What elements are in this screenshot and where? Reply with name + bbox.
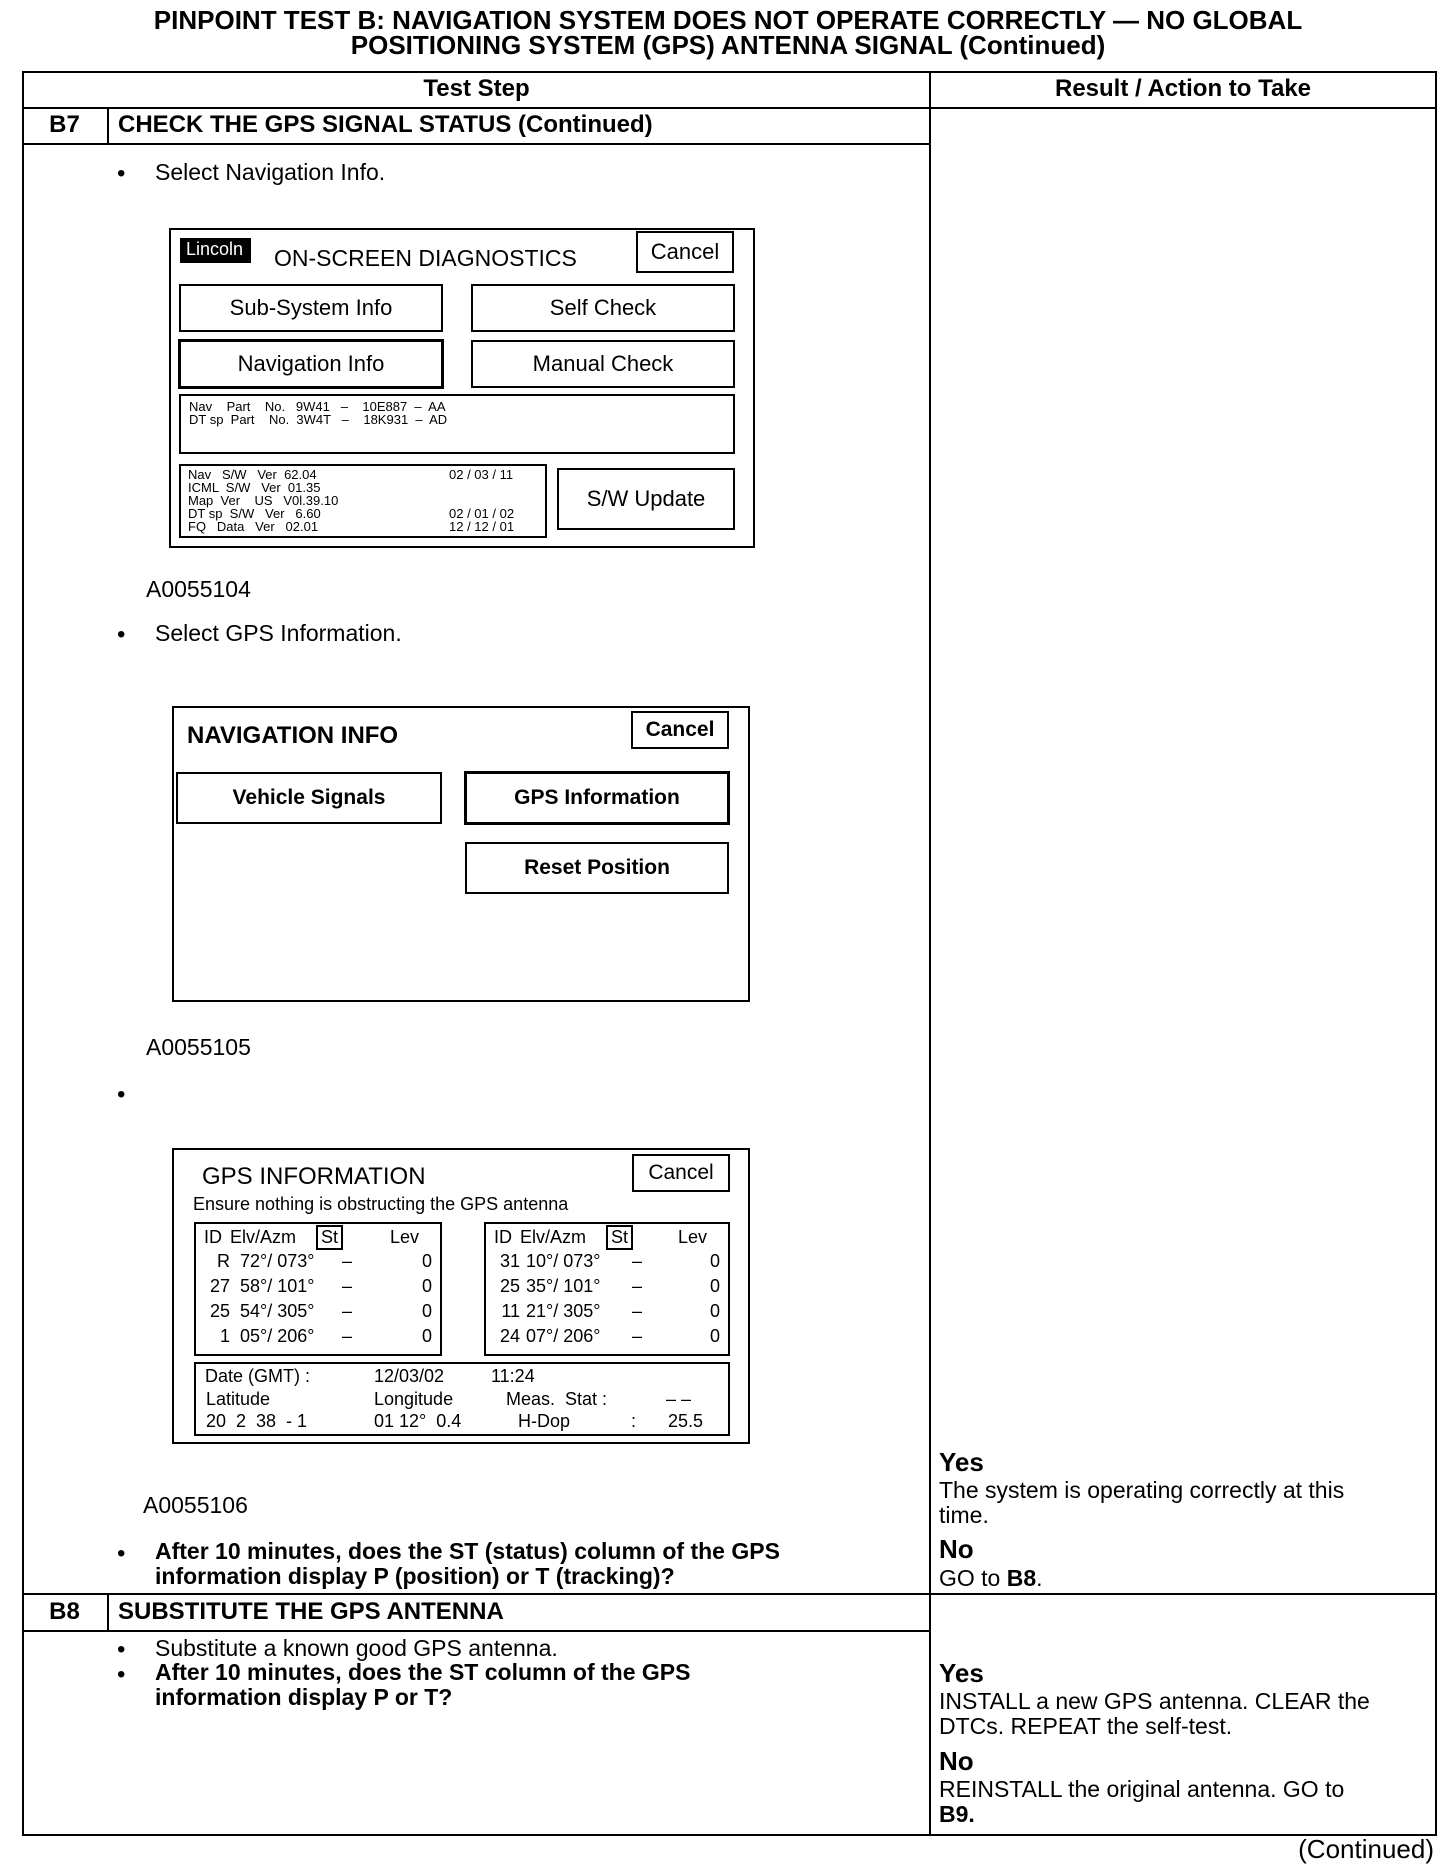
sat-header-lev: Lev — [678, 1227, 708, 1247]
b8-result-yes — [939, 1658, 1370, 1739]
sw-update-button[interactable]: S/W Update — [557, 468, 735, 530]
sat-row — [486, 1326, 728, 1351]
gps-antenna-note: Ensure nothing is obstructing the GPS antenna — [193, 1194, 569, 1214]
meas-stat-value: – – — [666, 1389, 692, 1409]
b8-yes-line2: DTCs. REPEAT the self-test. — [939, 1713, 1233, 1739]
software-version-panel — [179, 464, 547, 538]
sat-status: – — [632, 1276, 643, 1296]
b8-question-line1: After 10 minutes, does the ST column of the GPS — [155, 1659, 691, 1685]
sat-header-elv: Elv/Azm — [520, 1227, 587, 1247]
manual-check-button[interactable]: Manual Check — [471, 340, 735, 388]
meas-stat-label: Meas. Stat : — [506, 1389, 608, 1409]
osd-cancel-button[interactable]: Cancel — [636, 231, 734, 273]
b7-yes-action — [939, 1478, 1344, 1528]
link-b9[interactable]: B9 — [939, 1801, 969, 1827]
sat-elv-azm: 72°/ 073° — [240, 1251, 315, 1271]
navigation-info-screen — [172, 706, 750, 1002]
navinfo-cancel-button[interactable]: Cancel — [631, 711, 729, 749]
b8-question — [155, 1660, 690, 1710]
onscreen-diagnostics-screen — [169, 228, 755, 548]
b7-step-select-gps-info: Select GPS Information. — [155, 620, 402, 646]
sat-level: 0 — [709, 1251, 720, 1271]
b7-step-select-nav-info: Select Navigation Info. — [155, 159, 386, 185]
nav-sw-date: 02 / 03 / 11 — [449, 467, 514, 482]
sat-header-elv: Elv/Azm — [230, 1227, 297, 1247]
b8-step-substitute: Substitute a known good GPS antenna. — [155, 1635, 558, 1661]
sat-status: – — [342, 1276, 353, 1296]
sat-status: – — [632, 1301, 643, 1321]
step-title-b7: CHECK THE GPS SIGNAL STATUS (Continued) — [118, 111, 653, 138]
bullet-dot: • — [117, 1081, 126, 1108]
part-number-panel — [179, 394, 735, 454]
date-gmt-value: 12/03/02 — [374, 1366, 445, 1386]
sat-header-st: St — [606, 1225, 633, 1250]
sat-elv-azm: 54°/ 305° — [240, 1301, 315, 1321]
dtsp-sw-version: DT sp S/W Ver 6.60 — [188, 506, 321, 521]
no-label: No — [939, 1534, 974, 1564]
sat-elv-azm: 10°/ 073° — [526, 1251, 601, 1271]
icml-sw-version: ICML S/W Ver 01.35 — [188, 480, 321, 495]
dtsp-sw-date: 02 / 01 / 02 — [449, 506, 515, 521]
b7-no-action — [939, 1565, 1043, 1592]
satellite-table-left — [194, 1222, 442, 1356]
sat-header-st: St — [316, 1225, 343, 1250]
sat-id: R — [217, 1251, 230, 1271]
nav-sw-version: Nav S/W Ver 62.04 — [188, 467, 317, 482]
navinfo-title: NAVIGATION INFO — [187, 722, 399, 749]
vehicle-signals-button[interactable]: Vehicle Signals — [176, 772, 442, 824]
sat-elv-azm: 21°/ 305° — [526, 1301, 601, 1321]
b8-yes-line1: INSTALL a new GPS antenna. CLEAR the — [939, 1688, 1370, 1714]
satellite-table-right — [484, 1222, 730, 1356]
reset-position-button[interactable]: Reset Position — [465, 842, 729, 894]
b8-result-no — [939, 1746, 1344, 1827]
dtsp-part-number: DT sp Part No. 3W4T – 18K931 – AD — [189, 412, 448, 427]
latitude-label: Latitude — [206, 1389, 271, 1409]
sat-level: 0 — [709, 1276, 720, 1296]
fq-data-version: FQ Data Ver 02.01 — [188, 519, 319, 534]
sat-id: 25 — [209, 1301, 230, 1321]
b7-result-yes — [939, 1447, 1344, 1528]
sat-id: 24 — [499, 1326, 520, 1346]
date-gmt-label: Date (GMT) : — [205, 1366, 311, 1386]
b7-result-no — [939, 1534, 1043, 1592]
gps-information-screen — [172, 1148, 750, 1444]
b7-yes-line1: The system is operating correctly at this — [939, 1477, 1345, 1503]
no-label: No — [939, 1746, 974, 1776]
step-title-b8: SUBSTITUTE THE GPS ANTENNA — [118, 1598, 504, 1625]
b7-question-line1: After 10 minutes, does the ST (status) column of the GPS — [155, 1538, 780, 1564]
b7-no-suffix: . — [1036, 1565, 1043, 1591]
figure-id-a0055105: A0055105 — [146, 1034, 251, 1060]
b8-no-text: REINSTALL the original antenna. GO to — [939, 1776, 1345, 1802]
figure-id-a0055104: A0055104 — [146, 576, 251, 602]
time-value: 11:24 — [491, 1366, 535, 1386]
sat-level: 0 — [421, 1251, 432, 1271]
sat-row — [196, 1276, 440, 1301]
sat-row — [196, 1251, 440, 1276]
sat-level: 0 — [709, 1326, 720, 1346]
bullet-dot: • — [117, 1636, 126, 1663]
sat-elv-azm: 05°/ 206° — [240, 1326, 315, 1346]
bullet-dot: • — [117, 621, 126, 648]
column-header-result: Result / Action to Take — [1054, 75, 1312, 102]
navigation-info-button[interactable]: Navigation Info — [178, 339, 444, 389]
b7-no-prefix: GO to — [939, 1565, 1007, 1591]
sat-row — [486, 1251, 728, 1276]
sat-header-id: ID — [494, 1227, 512, 1247]
yes-label: Yes — [939, 1658, 984, 1688]
bullet-dot: • — [117, 1540, 126, 1567]
sat-header-lev: Lev — [390, 1227, 420, 1247]
sat-row — [196, 1301, 440, 1326]
hdop-label: H-Dop — [518, 1411, 571, 1431]
subsystem-info-button[interactable]: Sub-System Info — [179, 284, 443, 332]
sat-status: – — [342, 1251, 353, 1271]
sat-elv-azm: 07°/ 206° — [526, 1326, 601, 1346]
sat-level: 0 — [421, 1326, 432, 1346]
sat-status: – — [342, 1326, 353, 1346]
longitude-label: Longitude — [374, 1389, 454, 1409]
b8-yes-action — [939, 1689, 1370, 1739]
gpsinfo-cancel-button[interactable]: Cancel — [632, 1154, 730, 1192]
osd-title: ON-SCREEN DIAGNOSTICS — [274, 245, 577, 271]
bullet-dot: • — [117, 1661, 126, 1688]
b8-question-line2: information display P or T? — [155, 1684, 453, 1710]
longitude-value: 01 12° 0.4 — [374, 1411, 462, 1431]
sat-header-id: ID — [204, 1227, 222, 1247]
sat-id: 1 — [219, 1326, 230, 1346]
b7-question — [155, 1539, 780, 1589]
gps-information-button[interactable]: GPS Information — [464, 771, 730, 825]
sat-id: 27 — [209, 1276, 230, 1296]
step-id-b8: B8 — [49, 1598, 80, 1625]
latitude-value: 20 2 38 - 1 — [206, 1411, 308, 1431]
figure-id-a0055106: A0055106 — [143, 1492, 248, 1518]
sat-row — [196, 1326, 440, 1351]
sat-status: – — [632, 1251, 643, 1271]
sat-elv-azm: 35°/ 101° — [526, 1276, 601, 1296]
sat-level: 0 — [709, 1301, 720, 1321]
page-title-line2: POSITIONING SYSTEM (GPS) ANTENNA SIGNAL (Continued) — [350, 30, 1106, 60]
sat-status: – — [342, 1301, 353, 1321]
self-check-button[interactable]: Self Check — [471, 284, 735, 332]
hdop-colon: : — [631, 1411, 637, 1431]
column-header-test-step: Test Step — [423, 75, 530, 102]
b8-no-action — [939, 1777, 1344, 1827]
page-title-line1: PINPOINT TEST B: NAVIGATION SYSTEM DOES NOT OPERATE CORRECTLY — NO GLOBAL — [153, 5, 1303, 35]
gpsinfo-title: GPS INFORMATION — [202, 1163, 426, 1190]
lincoln-logo: Lincoln — [180, 238, 251, 263]
sat-id: 11 — [501, 1301, 520, 1321]
position-panel — [194, 1362, 730, 1436]
b8-no-suffix: . — [968, 1801, 975, 1827]
map-version: Map Ver US V0l.39.10 — [188, 493, 339, 508]
sat-elv-azm: 58°/ 101° — [240, 1276, 315, 1296]
fq-data-date: 12 / 12 / 01 — [449, 519, 515, 534]
b7-yes-line2: time. — [939, 1502, 989, 1528]
yes-label: Yes — [939, 1447, 984, 1477]
sat-row — [486, 1301, 728, 1326]
step-id-b7: B7 — [49, 111, 80, 138]
hdop-value: 25.5 — [668, 1411, 704, 1431]
sat-row — [486, 1276, 728, 1301]
page-title — [0, 5, 1456, 60]
link-b8[interactable]: B8 — [1006, 1565, 1037, 1591]
nav-part-number: Nav Part No. 9W41 – 10E887 – AA — [189, 399, 446, 414]
sat-id: 25 — [499, 1276, 520, 1296]
continued-label: (Continued) — [1298, 1834, 1434, 1864]
sat-status: – — [632, 1326, 643, 1346]
sat-id: 31 — [499, 1251, 520, 1271]
bullet-dot: • — [117, 160, 126, 187]
b7-question-line2: information display P (position) or T (tracking)? — [155, 1563, 675, 1589]
sat-level: 0 — [421, 1276, 432, 1296]
sat-level: 0 — [421, 1301, 432, 1321]
